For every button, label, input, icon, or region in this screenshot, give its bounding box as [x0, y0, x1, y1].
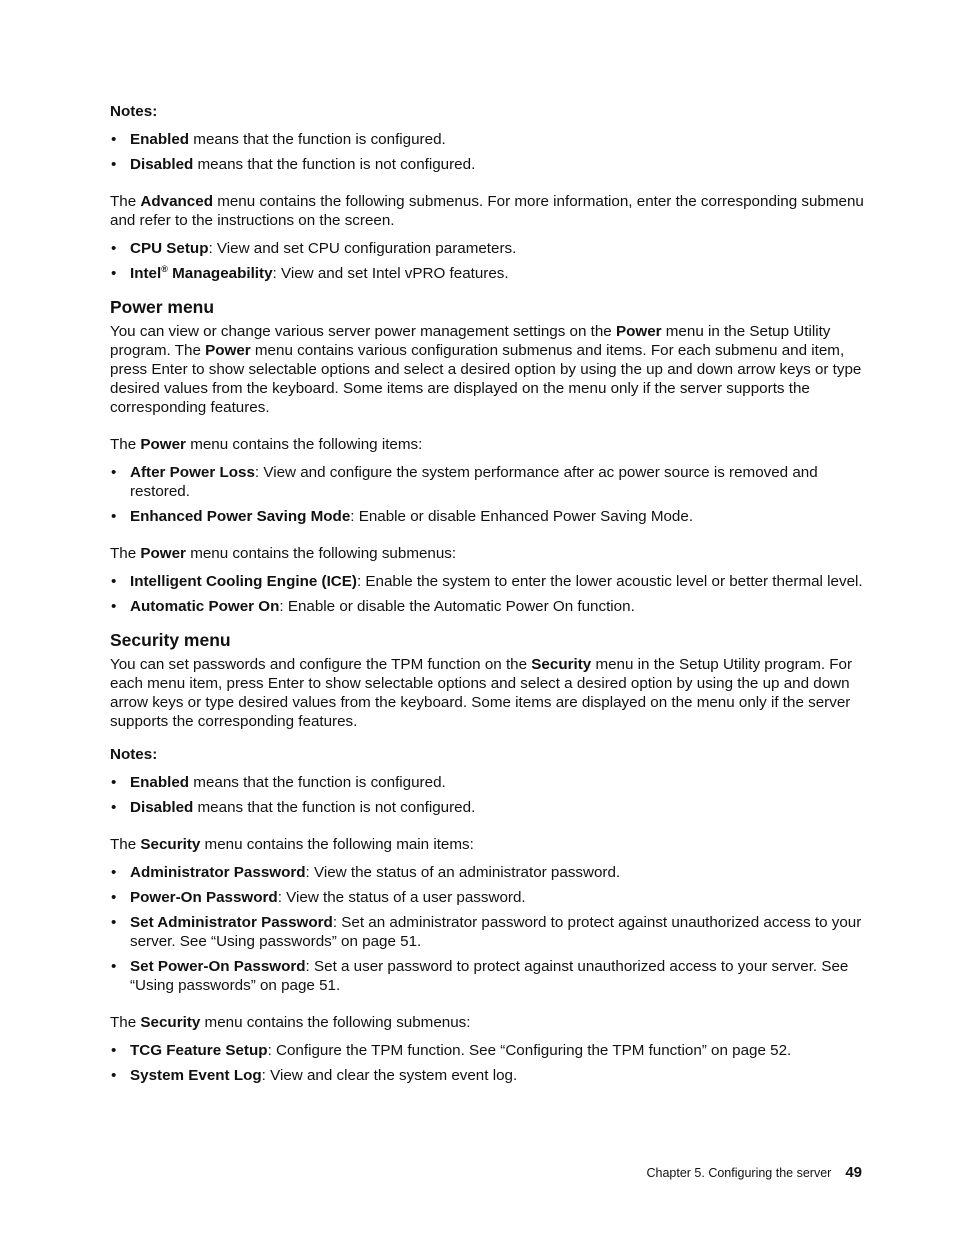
page-footer: [0, 1163, 862, 1183]
list-item: • Disabled means that the function is not configured.: [110, 798, 865, 817]
security-description: You can set passwords and configure the TPM function on the Security menu in the Setup Utility program. For each menu item, press Enter to show selectable options and select a desired option by using the up and down arrow keys or type desired values from the keyboard. Some items are displayed on the menu only if the server supports the corresponding features.: [110, 656, 853, 730]
list-item: • Disabled means that the function is not configured.: [110, 155, 865, 174]
power-items-intro: The Power menu contains the following items:: [110, 436, 423, 453]
advanced-intro: The Advanced menu contains the following submenus. For more information, enter the corresponding submenu and refer to the instructions on the screen.: [110, 193, 864, 229]
list-item: • Enhanced Power Saving Mode: Enable or disable Enhanced Power Saving Mode.: [110, 507, 865, 526]
list-item: • Set Power-On Password: Set a user password to protect against unauthorized access to your server. See “Using passwords” on page 51.: [110, 957, 865, 995]
security-menu-heading: Security menu: [110, 630, 231, 650]
list-item: • Administrator Password: View the status of an administrator password.: [110, 863, 865, 882]
notes-list: [110, 130, 865, 174]
list-item: • After Power Loss: View and configure the system performance after ac power source is removed and restored.: [110, 463, 865, 501]
security-notes-list: [110, 773, 865, 817]
notes-label: Notes:: [110, 746, 158, 763]
list-item: • TCG Feature Setup: Configure the TPM function. See “Configuring the TPM function” on page 52.: [110, 1041, 865, 1060]
list-item: • Power-On Password: View the status of a user password.: [110, 888, 865, 907]
list-item: • Automatic Power On: Enable or disable the Automatic Power On function.: [110, 597, 865, 616]
security-submenus-intro: The Security menu contains the following submenus:: [110, 1014, 471, 1031]
list-item: • Enabled means that the function is configured.: [110, 773, 865, 792]
power-submenus-intro: The Power menu contains the following submenus:: [110, 545, 457, 562]
list-item: • Intelligent Cooling Engine (ICE): Enable the system to enter the lower acoustic level or better thermal level.: [110, 572, 865, 591]
security-items-list: [110, 863, 865, 995]
page-number: 49: [845, 1164, 862, 1181]
list-item: • Set Administrator Password: Set an administrator password to protect against unauthorized access to your server. See “Using passwords” on page 51.: [110, 913, 865, 951]
list-item: • CPU Setup: View and set CPU configuration parameters.: [110, 239, 865, 258]
power-submenus-list: [110, 572, 865, 616]
list-item: • Intel® Manageability: View and set Intel vPRO features.: [110, 264, 865, 283]
list-item: • System Event Log: View and clear the system event log.: [110, 1066, 865, 1085]
list-item: • Enabled means that the function is configured.: [110, 130, 865, 149]
notes-label: Notes:: [110, 103, 158, 120]
power-menu-heading: Power menu: [110, 297, 215, 317]
power-description: You can view or change various server power management settings on the Power menu in the Setup Utility program. The Power menu contains various configuration submenus and items. For each submenu and item, press Enter to show selectable options and select a desired option by using the up and down arrow keys or type desired values from the keyboard. Some items are displayed on the menu only if the server supports the corresponding features.: [110, 323, 862, 416]
document-page: [110, 102, 865, 1091]
advanced-list: [110, 239, 865, 283]
security-items-intro: The Security menu contains the following main items:: [110, 836, 474, 853]
power-items-list: [110, 463, 865, 526]
chapter-title: Chapter 5. Configuring the server: [646, 1166, 832, 1180]
security-submenus-list: [110, 1041, 865, 1085]
